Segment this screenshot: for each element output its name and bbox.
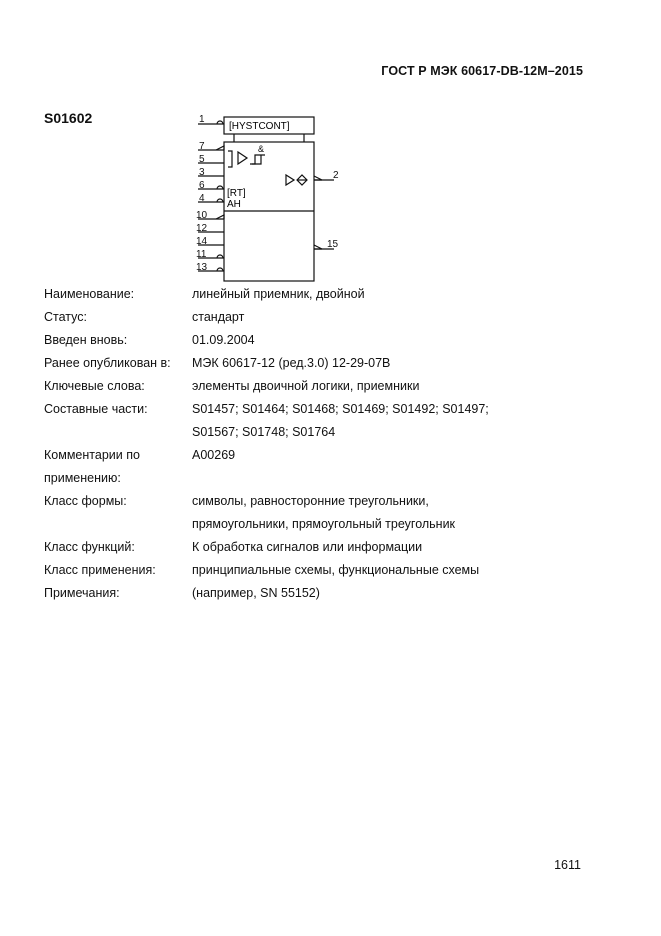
property-label: Класс функций: (44, 540, 135, 554)
pin-12: 12 (196, 223, 208, 234)
property-value: элементы двоичной логики, приемники (192, 379, 420, 393)
property-row (44, 398, 604, 444)
property-row (44, 582, 604, 605)
property-value: линейный приемник, двойной (192, 287, 365, 301)
control-label: [HYSTCONT] (229, 121, 290, 132)
property-label: Введен вновь: (44, 333, 128, 347)
pin-11: 11 (196, 249, 207, 260)
pin-15: 15 (327, 239, 339, 250)
property-label: Комментарии по применению: (44, 448, 140, 485)
pin-13: 13 (196, 262, 208, 273)
pin-14: 14 (196, 236, 208, 247)
pin-1: 1 (199, 114, 205, 125)
pin-6: 6 (199, 180, 205, 191)
property-label: Примечания: (44, 586, 120, 600)
pin-7: 7 (199, 141, 205, 152)
rt-label: [RT] (227, 188, 246, 199)
pin-4: 4 (199, 193, 205, 204)
property-value: 01.09.2004 (192, 333, 255, 347)
symbol-code: S01602 (44, 110, 93, 126)
property-row (44, 490, 604, 536)
and-label: & (258, 144, 265, 154)
ah-label: AH (227, 199, 241, 210)
property-row (44, 375, 604, 398)
properties-list (44, 283, 604, 605)
property-value: символы, равносторонние треугольники, прямоугольники, прямоугольный треугольник (192, 494, 456, 531)
document-header: ГОСТ Р МЭК 60617-DB-12M–2015 (381, 64, 583, 78)
property-value: принципиальные схемы, функциональные схемы (192, 563, 480, 577)
page-number: 1611 (554, 858, 581, 872)
property-row (44, 444, 604, 490)
property-value: К обработка сигналов или информации (192, 540, 423, 554)
property-label: Ранее опубликован в: (44, 356, 171, 370)
property-row (44, 329, 604, 352)
property-row (44, 283, 604, 306)
property-value: стандарт (192, 310, 245, 324)
property-row (44, 306, 604, 329)
property-value: A00269 (192, 448, 236, 462)
property-label: Составные части: (44, 402, 148, 416)
property-label: Класс формы: (44, 494, 127, 508)
property-label: Наименование: (44, 287, 135, 301)
pin-5: 5 (199, 154, 205, 165)
property-value: S01457; S01464; S01468; S01469; S01492; S01497; S01567; S01748; S01764 (192, 402, 489, 439)
property-label: Статус: (44, 310, 87, 324)
property-row (44, 536, 604, 559)
pin-3: 3 (199, 167, 205, 178)
property-value: МЭК 60617-12 (ред.3.0) 12-29-07B (192, 356, 391, 370)
pin-10: 10 (196, 210, 208, 221)
property-label: Класс применения: (44, 563, 156, 577)
property-value: (например, SN 55152) (192, 586, 320, 600)
logic-symbol-diagram (194, 112, 364, 284)
property-label: Ключевые слова: (44, 379, 145, 393)
property-row (44, 559, 604, 582)
property-row (44, 352, 604, 375)
pin-2: 2 (333, 170, 339, 181)
